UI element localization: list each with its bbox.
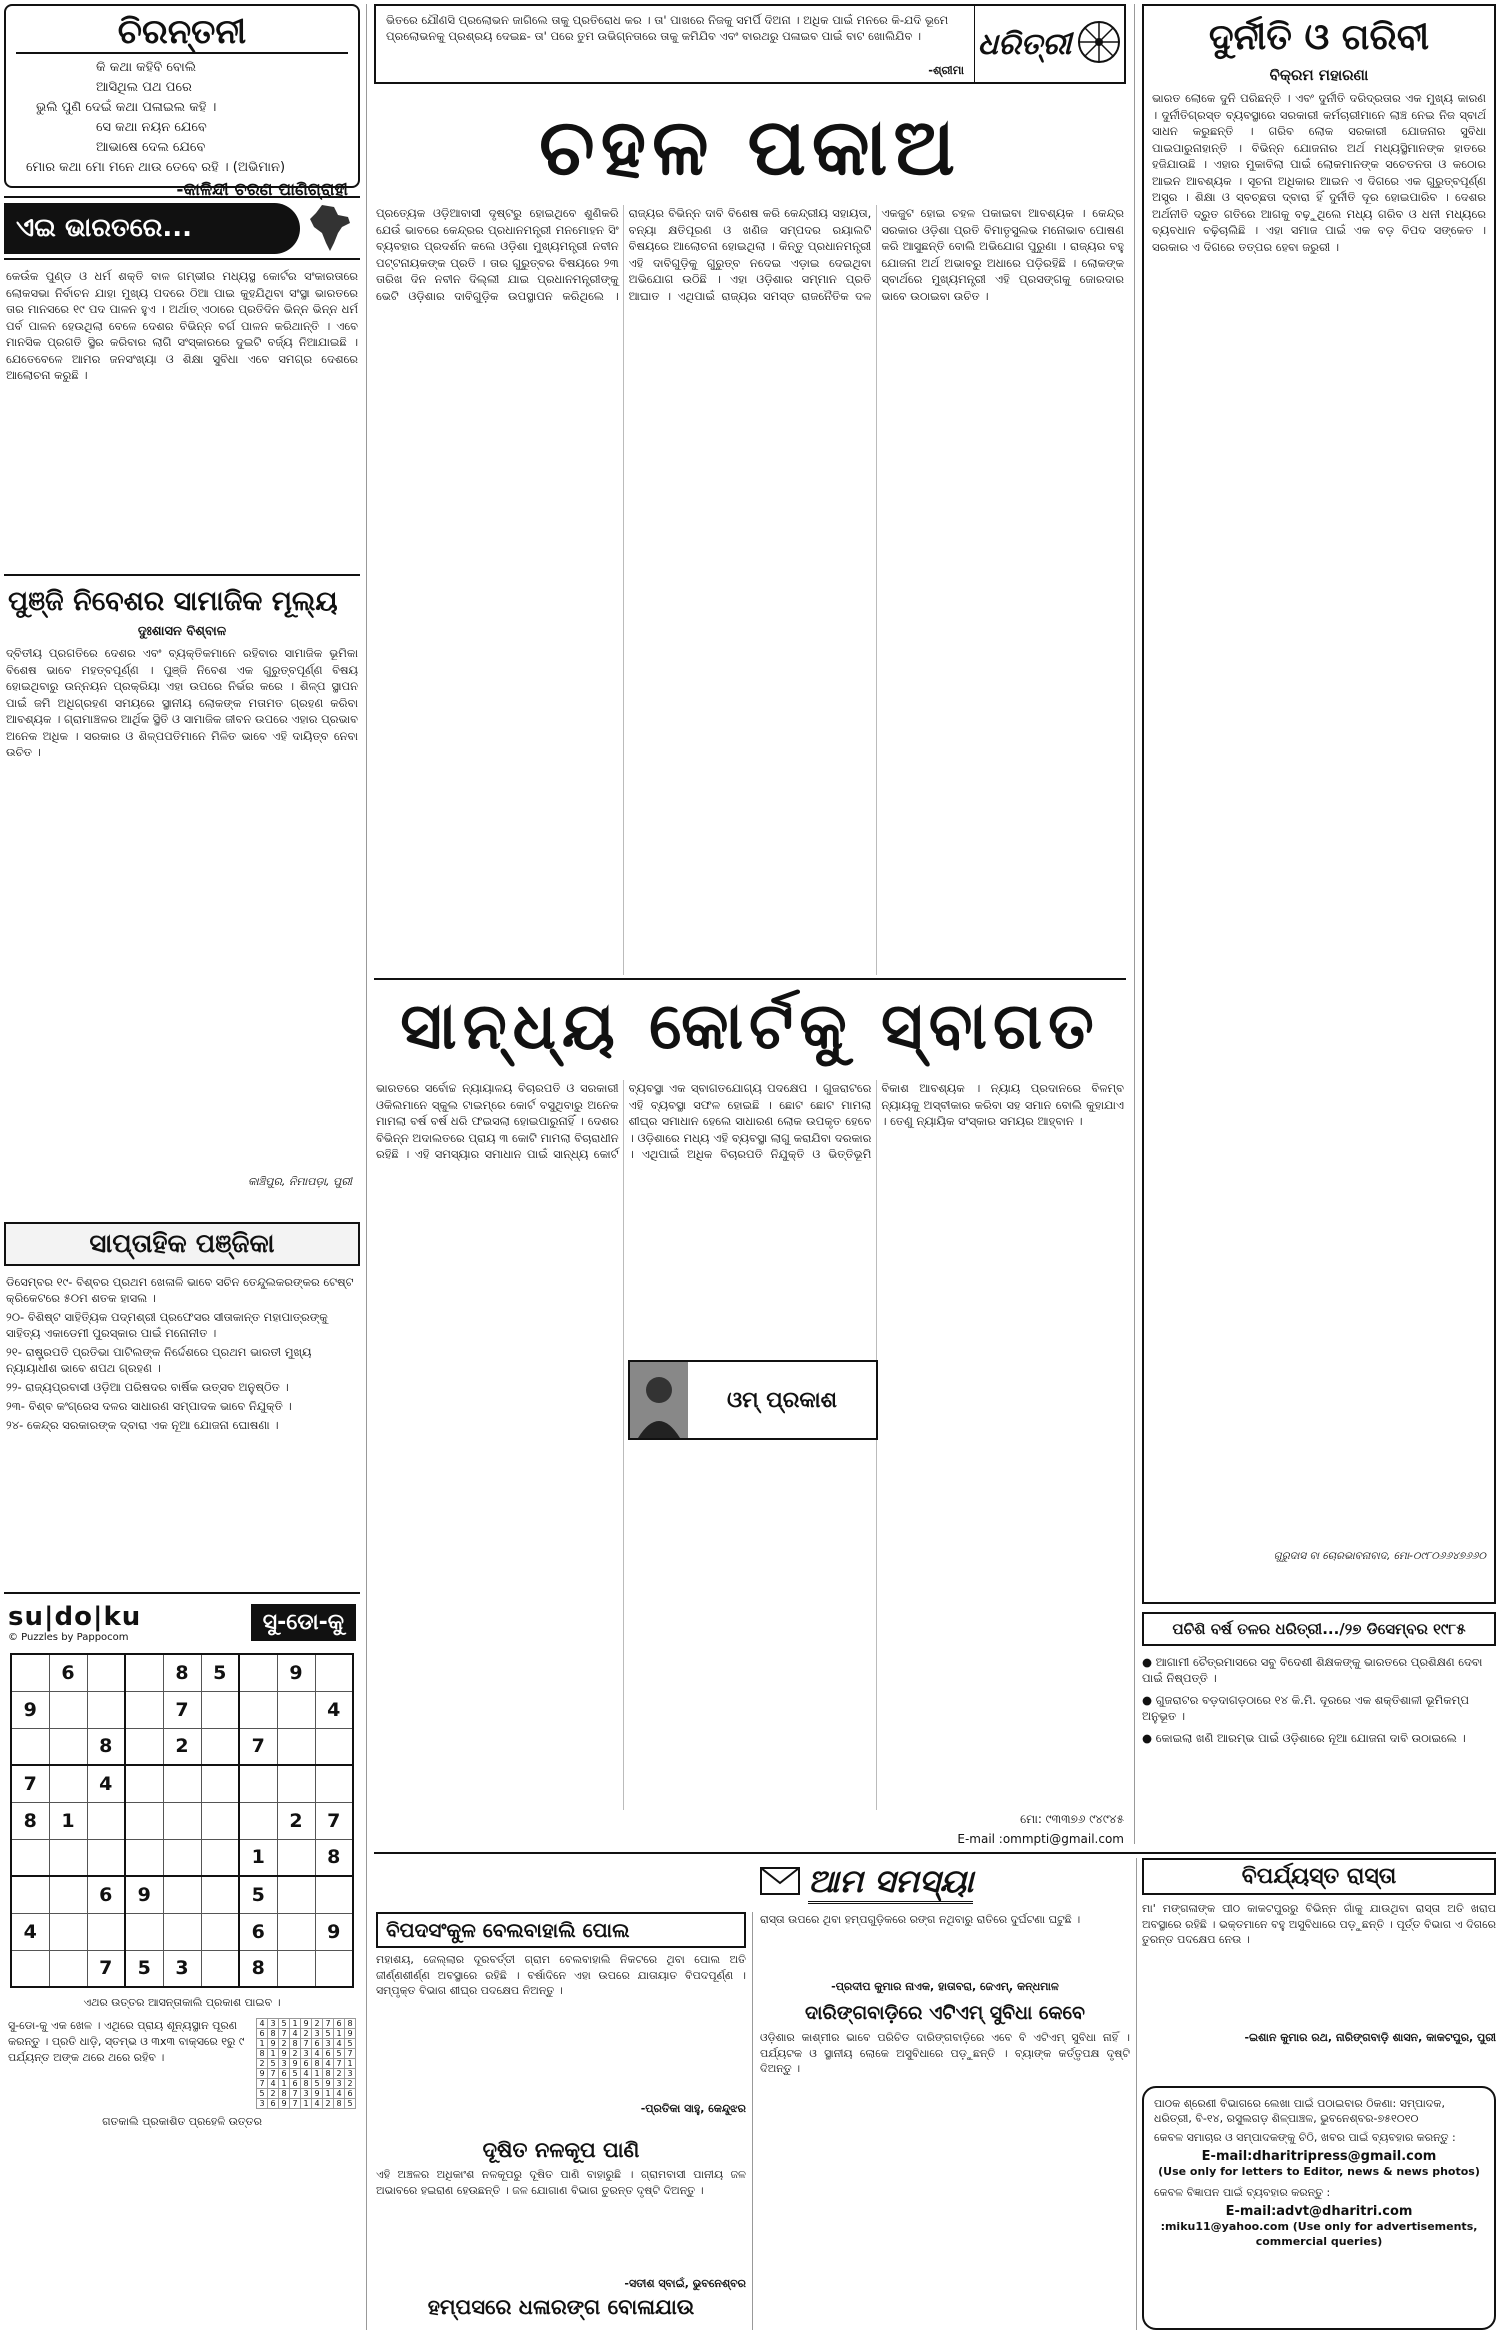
mini-solution-cell: 8 [279,2089,290,2099]
letter-title: ବିପଦସଂକୁଳ ବେଲବାହାଲି ପୋଲ [376,1912,746,1948]
sudoku-cell[interactable] [49,1876,87,1913]
sudoku-mini-solution [256,2018,356,2109]
mini-solution-cell: 5 [334,2049,345,2059]
mini-solution-cell: 5 [345,2039,356,2049]
sudoku-cell[interactable]: 9 [11,1691,49,1728]
sudoku-cell[interactable]: 4 [87,1765,125,1802]
durniti-place: ଗୁରୁଦାସ ବା ଚୋରଭାବନାବାଦ, ମୋ-୦୯୮୦୬୬୪୭୬୬୦ [1273,1550,1486,1562]
chahala-headline: ଚହଳ ପକାଅ [539,103,961,193]
panjika-entry: ୨୪- କେନ୍ଦ୍ର ସରକାରଙ୍କ ଦ୍ବାରା ଏକ ନୂଆ ଯୋଜନା ଘୋଷଣା । [6,1418,279,1432]
mini-solution-cell: 5 [257,2089,268,2099]
sudoku-cell[interactable] [49,1691,87,1728]
mini-solution-cell: 6 [323,2049,334,2059]
mini-solution-cell: 7 [279,2029,290,2039]
sandhya-author-name: ଓମ୍ ପ୍ରକାଶ [726,1387,838,1413]
panjika-entry: ଡିସେମ୍ବର ୧୯- ବିଶ୍ବର ପ୍ରଥମ ଖେଳାଳି ଭାବେ ସଚିନ ତେନ୍ଦୁଲକରଙ୍କର ଟେଷ୍ଟ କ୍ରିକେଟରେ ୫୦ମ ଶତକ ହାସଲ । [6,1275,354,1305]
sudoku-grid[interactable] [10,1653,354,1988]
editor-email[interactable]: E-mail:dharitripress@gmail.com [1201,2149,1437,2164]
sudoku-section [4,1592,360,2330]
mini-solution-cell: 6 [268,2099,279,2109]
sudoku-cell[interactable] [49,1728,87,1765]
letter [376,2138,746,2330]
masthead-quote: ଭିତରେ ଯୌଣସି ପ୍ରଲୋଭନ ଜାଗିଲେ ତାକୁ ପ୍ରତିରୋଧ କର । ତା' ପାଖରେ ନିଜକୁ ସମର୍ପି ଦିଅନା । ଅଧିକ ପାଇଁ ମନରେ କି-ଯଦି ଭୂମେ ପ୍ରଲୋଭନକୁ ପ୍ରଶ୍ରୟ ଦେଇଛ- ତା' ପରେ ତୁମ ଉଭିଗ୍ନତାରେ ତାକୁ କମିଯିବ ଏବଂ ବାରଥରୁ ପଳାଇବ ପାଇଁ ବାଟ ଖୋଲିଯିବ । [386,13,949,43]
sudoku-cell[interactable]: 6 [49,1654,87,1691]
sudoku-cell[interactable] [87,1654,125,1691]
letter [760,1912,1130,2330]
mini-solution-cell: 7 [290,2099,301,2109]
sudoku-cell[interactable]: 8 [239,1950,277,1987]
sudoku-cell[interactable] [239,1691,277,1728]
ei-bharatare-body: କେଉଁକ ପୁଣ୍ଡ ଓ ଧର୍ମ ଶକ୍ତି ବାଳ ଗମ୍ଭୀର ମଧ୍ୟସ୍ଥ କୋର୍ଟର ସଂକାରତାରେ ଲୋକସଭା ନିର୍ବାଚନ ଯାହା ମୁଖ୍ୟ ପଦରେ ଠିଆ ପାଇ କୁହଯିଥିବା ସଂସ୍ଥା ଭାରତରେ ତାର ମାନସରେ ୧୯ ପଦ ପାଳନ ହୁଏ । ଅର୍ଥାତ୍ ଏଠାରେ ପ୍ରତିଦିନ ଭିନ୍ନ ଭିନ୍ନ ଧର୍ମ ପର୍ବ ପାଳନ ହେଉଥିଲା ବେଳେ ଦେଶର ବିଭିନ୍ନ ବର୍ଗ ପାଳନ କରିଥାନ୍ତି । ଏବେ ମାନସିକ ପ୍ରଗତି ସ୍ଥିର କରିବାର ଲାଗି ସଂସ୍କାରରେ ଦୁଇଟି ବର୍ଜ୍ୟ ନିଆଯାଇଛି । ଯେତେବେଳେ ଆମର ଜନସଂଖ୍ୟା ଓ ଶିକ୍ଷା ସୁବିଧା ଏବେ ସମଗ୍ର ଦେଶରେ ଆଲୋଚନା କରୁଛି । [6,269,358,382]
mini-solution-cell: 3 [334,2079,345,2089]
address-line: କେବଳ ସମାଚାର ଓ ସମ୍ପାଦକଙ୍କୁ ଚିଠି, ଖବର ପାଇଁ ବ୍ୟବହାର କରନ୍ତୁ : [1154,2131,1456,2144]
address-line: କେବଳ ବିଜ୍ଞାପନ ପାଇଁ ବ୍ୟବହାର କରନ୍ତୁ : [1154,2186,1331,2199]
mini-solution-cell: 5 [279,2019,290,2029]
mini-solution-cell: 8 [268,2029,279,2039]
sudoku-cell[interactable]: 5 [201,1654,239,1691]
sudoku-cell[interactable] [49,1913,87,1950]
sudoku-cell[interactable] [11,1839,49,1876]
sudoku-brand: su|do|ku [8,1602,142,1632]
address-line: ପାଠକ ଶ୍ରେଣୀ ବିଭାଗରେ ଲେଖା ପାଇଁ ପଠାଇବାର ଠିକଣା: ସମ୍ପାଦକ, ଧରିତ୍ରୀ, ବି-୧୪, ରସୁଲଗଡ଼ ଶିଳ୍ପାଞ୍ଚଳ, ଭୁବନେଶ୍ବର-୭୫୧୦୧୦ [1154,2097,1445,2125]
sudoku-cell[interactable] [125,1654,163,1691]
panjika-title: ସାପ୍ତାହିକ ପଞ୍ଜିକା [4,1222,360,1266]
letter-title: ହମ୍ପସରେ ଧଳାରଙ୍ଗ ବୋଳାଯାଉ [427,2295,695,2319]
sudoku-cell[interactable]: 9 [277,1654,315,1691]
mini-solution-cell: 2 [323,2099,334,2109]
mini-solution-cell: 1 [312,2069,323,2079]
mini-solution-cell: 7 [345,2049,356,2059]
mini-solution-cell: 5 [345,2099,356,2109]
author-photo [630,1362,688,1438]
mini-solution-cell: 2 [279,2039,290,2049]
column-rule [366,4,367,2330]
sudoku-cell[interactable]: 2 [163,1728,201,1765]
sudoku-cell[interactable] [201,1728,239,1765]
poem-line: ମୋର କଥା ମୋ ମନେ ଥାଉ ତେବେ ରହି । (ଅଭିମାନ) [26,160,286,175]
chahala-body: ପ୍ରତ୍ୟେକ ଓଡ଼ିଆବାସୀ ଦୃଷ୍ଟରୁ ହୋଇଥିବେ ଶୁଣିକରି ଯେଉଁ ଭାବରେ କେନ୍ଦ୍ରର ପ୍ରଧାନମନ୍ତ୍ରୀ ମନମୋହନ ସିଂ ବ୍ୟବହାର ପ୍ରଦର୍ଶନ କଲେ ଓଡ଼ିଶା ମୁଖ୍ୟମନ୍ତ୍ରୀ ନବୀନ ପଟ୍ଟନାୟକଙ୍କ ପ୍ରତି । ତାର ଗୁରୁତ୍ବର ବିଷୟରେ ୨୩ ତାରିଖ ଦିନ ନବୀନ ଦିଲ୍ଲୀ ଯାଇ ପ୍ରଧାନମନ୍ତ୍ରୀଙ୍କୁ ଭେଟି ଓଡ଼ିଶାର ଦାବିଗୁଡ଼ିକ ଉପସ୍ଥାପନ କରିଥିଲେ । ରାଜ୍ୟର ବିଭିନ୍ନ ଦାବି ବିଶେଷ କରି କେନ୍ଦ୍ରୀୟ ସହାୟତା, ବନ୍ୟା କ୍ଷତିପୂରଣ ଓ ଖଣିଜ ସମ୍ପଦର ରୟାଲଟି ବିଷୟରେ ଆଲୋଚନା ହୋଇଥିଲା । କିନ୍ତୁ ପ୍ରଧାନମନ୍ତ୍ରୀ ଏହି ଦାବିଗୁଡ଼ିକୁ ଗୁରୁତ୍ବ ନଦେଇ ଏଡ଼ାଇ ଦେଇଥିବା ଅଭିଯୋଗ ଉଠିଛି । ଏହା ଓଡ଼ିଶାର ସମ୍ମାନ ପ୍ରତି ଆଘାତ । ଏଥିପାଇଁ ରାଜ୍ୟର ସମସ୍ତ ରାଜନୈତିକ ଦଳ ଏକଜୁଟ ହୋଇ ଚହଳ ପକାଇବା ଆବଶ୍ୟକ । କେନ୍ଦ୍ର ସରକାର ଓଡ଼ିଶା ପ୍ରତି ବିମାତୃସୁଲଭ ମନୋଭାବ ପୋଷଣ କରି ଆସୁଛନ୍ତି ବୋଲି ଅଭିଯୋଗ ପୁରୁଣା । ରାଜ୍ୟର ବହୁ ଯୋଜନା ଅର୍ଥ ଅଭାବରୁ ଅଧାରେ ପଡ଼ିରହିଛି । ଲୋକଙ୍କ ସ୍ବାର୍ଥରେ ମୁଖ୍ୟମନ୍ତ୍ରୀ ଏହି ପ୍ରସଙ୍ଗକୁ ଜୋରଦାର ଭାବେ ଉଠାଇବା ଉଚିତ । [376,206,1124,303]
sudoku-cell[interactable] [163,1913,201,1950]
pachisi-item: ● ଆଗାମୀ ଚୈତ୍ରମାସରେ ସବୁ ବିଦେଶୀ ଶିକ୍ଷକଙ୍କୁ ଭାରତରେ ପ୍ରଶିକ୍ଷଣ ଦେବା ପାଇଁ ନିଷ୍ପତ୍ତି । [1142,1655,1483,1685]
sudoku-cell[interactable] [49,1765,87,1802]
durniti-body: ଭାରତ ଲୋକେ ଦୁନି ପରିଛନ୍ତି । ଏବଂ ଦୁର୍ନୀତି ଦରିଦ୍ରତାର ଏକ ମୁଖ୍ୟ କାରଣ । ଦୁର୍ନୀତିଗ୍ରସ୍ତ ବ୍ୟବସ୍ଥାରେ ସରକାରୀ କର୍ମଚାରୀମାନେ ଲାଞ୍ଚ ନେଇ ନିଜ ସ୍ବାର୍ଥ ସାଧନ କରୁଛନ୍ତି । ଗରିବ ଲୋକ ସରକାରୀ ଯୋଜନାର ସୁବିଧା ପାଇପାରୁନାହାନ୍ତି । ବିଭିନ୍ନ ଯୋଜନାର ଅର୍ଥ ମଧ୍ୟସ୍ଥିମାନଙ୍କ ହାତରେ ହଜିଯାଉଛି । ଏହାର ମୁକାବିଲା ପାଇଁ ଲୋକମାନଙ୍କ ସଚେତନତା ଓ କଠୋର ଆଇନ ଆବଶ୍ୟକ । ସୂଚନା ଅଧିକାର ଆଇନ ଏ ଦିଗରେ ଏକ ଗୁରୁତ୍ବପୂର୍ଣ୍ଣ ଅସ୍ତ୍ର । ଶିକ୍ଷା ଓ ସ୍ବଚ୍ଛତା ଦ୍ବାରା ହିଁ ଦୁର୍ନୀତି ଦୂର ହୋଇପାରିବ । ଦେଶର ଅର୍ଥନୀତି ଦ୍ରୁତ ଗତିରେ ଆଗକୁ ବଢ଼ୁଥିଲେ ମଧ୍ୟ ଗରିବ ଓ ଧନୀ ମଧ୍ୟରେ ବ୍ୟବଧାନ ବଢ଼ିଚାଲିଛି । ଏହା ସମାଜ ପାଇଁ ଏକ ବଡ଼ ବିପଦ ସଙ୍କେତ । ସରକାର ଏ ଦିଗରେ ତତ୍ପର ହେବା ଜରୁରୀ । [1152,91,1486,254]
sudoku-cell[interactable]: 9 [125,1876,163,1913]
sudoku-cell[interactable]: 7 [315,1802,353,1839]
sudoku-cell[interactable] [315,1765,353,1802]
mini-solution-cell: 6 [257,2029,268,2039]
mini-solution-cell: 7 [257,2079,268,2089]
sudoku-cell[interactable]: 3 [163,1950,201,1987]
sudoku-cell[interactable] [125,1913,163,1950]
letter-body: ଏହି ଅଞ୍ଚଳର ଅଧିକାଂଶ ନଳକୂପରୁ ଦୂଷିତ ପାଣି ବାହାରୁଛି । ଗ୍ରାମବାସୀ ପାନୀୟ ଜଳ ଅଭାବରେ ହଇରାଣ ହେଉଛନ୍ତି । ଜଳ ଯୋଗାଣ ବିଭାଗ ତୁରନ୍ତ ଦୃଷ୍ଟି ଦିଅନ୍ତୁ । [376,2168,746,2197]
letter-body: ମା' ମଙ୍ଗଳାଙ୍କ ପୀଠ କାକଟପୁରରୁ ବିଭିନ୍ନ ଗାଁକୁ ଯାଉଥିବା ରାସ୍ତା ଅତି ଖରାପ ଅବସ୍ଥାରେ ରହିଛି । ଭକ୍ତମାନେ ବହୁ ଅସୁବିଧାରେ ପଡ଼ୁଛନ୍ତି । ପୂର୍ତ୍ତ ବିଭାଗ ଏ ଦିଗରେ ତୁରନ୍ତ ପଦକ୍ଷେପ ନେଉ । [1142,1902,1496,1946]
mini-solution-cell: 1 [257,2039,268,2049]
sudoku-cell[interactable]: 4 [11,1913,49,1950]
masthead [374,4,1126,84]
mini-solution-cell: 9 [301,2019,312,2029]
mini-solution-cell: 3 [268,2019,279,2029]
poem-line: କି କଥା କହିବି ବୋଲି [96,60,197,75]
sudoku-answer-note: ଏଥର ଉତ୍ତର ଆସନ୍ତାକାଲି ପ୍ରକାଶ ପାଇବ । [83,1996,281,2009]
letter [1142,1858,1496,2078]
sudoku-cell[interactable] [277,1691,315,1728]
panjika-entry: ୨୦- ବିଶିଷ୍ଟ ସାହିତ୍ୟିକ ପଦ୍ମଶ୍ରୀ ପ୍ରଫେସର ସୀତାକାନ୍ତ ମହାପାତ୍ରଙ୍କୁ ସାହିତ୍ୟ ଏକାଡେମୀ ପୁରସ୍କାର ପାଇଁ ମନୋନୀତ । [6,1310,328,1340]
sudoku-cell[interactable]: 8 [163,1654,201,1691]
durniti-box [1142,4,1496,1604]
sudoku-cell[interactable]: 7 [87,1950,125,1987]
letter-body: ଓଡ଼ିଶାର କାଶ୍ମୀର ଭାବେ ପରିଚିତ ଦାରିଙ୍ଗବାଡ଼ିରେ ଏବେ ବି ଏଟିଏମ୍ ସୁବିଧା ନାହିଁ । ପର୍ଯ୍ୟଟକ ଓ ସ୍ଥାନୀୟ ଲୋକେ ଅସୁବିଧାରେ ପଡ଼ୁଛନ୍ତି । ବ୍ୟାଙ୍କ କର୍ତ୍ତୃପକ୍ଷ ଦୃଷ୍ଟି ଦିଅନ୍ତୁ । [760,2031,1130,2075]
sudoku-cell[interactable] [315,1728,353,1765]
sudoku-cell[interactable] [201,1802,239,1839]
sudoku-cell[interactable]: 7 [239,1728,277,1765]
mini-solution-cell: 1 [268,2049,279,2059]
sudoku-cell[interactable] [277,1728,315,1765]
panjika-entry: ୨୩- ବିଶ୍ବ କଂଗ୍ରେସ ଦଳର ସାଧାରଣ ସମ୍ପାଦକ ଭାବେ ନିଯୁକ୍ତି । [6,1399,292,1413]
sudoku-cell[interactable] [239,1802,277,1839]
sudoku-cell[interactable]: 7 [163,1691,201,1728]
mini-solution-cell: 9 [290,2059,301,2069]
sudoku-title: ସୁ-ଡୋ-କୁ [251,1604,356,1641]
mini-solution-cell: 7 [301,2039,312,2049]
letter-title: ବିପର୍ଯ୍ୟସ୍ତ ରାସ୍ତା [1142,1858,1496,1895]
sudoku-cell[interactable] [201,1913,239,1950]
sudoku-cell[interactable]: 6 [239,1913,277,1950]
mini-solution-cell: 9 [257,2069,268,2079]
advt-email-alt[interactable]: :miku11@yahoo.com (Use only for advertisements, commercial queries) [1160,2220,1478,2248]
sudoku-cell[interactable] [201,1765,239,1802]
letter-body-continued: ରାସ୍ତା ଉପରେ ଥିବା ହମ୍ପଗୁଡ଼ିକରେ ରଙ୍ଗ ନଥିବାରୁ ରାତିରେ ଦୁର୍ଘଟଣା ଘଟୁଛି । [760,1913,1081,1926]
sudoku-cell[interactable] [163,1876,201,1913]
mini-solution-cell: 6 [290,2079,301,2089]
punji-title: ପୁଞ୍ଜି ନିବେଶର ସାମାଜିକ ମୂଲ୍ୟ [8,586,338,617]
mini-solution-cell: 9 [268,2039,279,2049]
envelope-icon [760,1867,800,1899]
sudoku-cell[interactable] [315,1876,353,1913]
mini-solution-cell: 2 [268,2089,279,2099]
sudoku-cell[interactable] [201,1950,239,1987]
sudoku-cell[interactable] [87,1802,125,1839]
mini-solution-cell: 7 [334,2059,345,2069]
sudoku-cell[interactable] [87,1913,125,1950]
sudoku-cell[interactable] [315,1654,353,1691]
mini-solution-cell: 2 [290,2049,301,2059]
mini-solution-cell: 5 [290,2069,301,2079]
mini-solution-cell: 1 [290,2019,301,2029]
chirantani-title: ଚିରନ୍ତନୀ [16,12,348,54]
advt-email[interactable]: E-mail:advt@dharitri.com [1225,2204,1413,2219]
address-box [1142,2086,1496,2330]
sandhya-body: ଭାରତରେ ସର୍ବୋଚ୍ଚ ନ୍ୟାୟାଳୟ ବିଚାରପତି ଓ ସରକାରୀ ଓକିଲମାନେ ସ୍କୁଲ ଟାଇମ୍ରେ କୋର୍ଟ ବସୁଥିବାରୁ ଅନେକ ମାମଲା ବର୍ଷ ବର୍ଷ ଧରି ଫଇସଲା ହୋଇପାରୁନାହିଁ । ଦେଶର ବିଭିନ୍ନ ଅଦାଲତରେ ପ୍ରାୟ ୩ କୋଟି ମାମଲା ବିଚାରାଧୀନ ରହିଛି । ଏହି ସମସ୍ୟାର ସମାଧାନ ପାଇଁ ସାନ୍ଧ୍ୟ କୋର୍ଟ ବ୍ୟବସ୍ଥା ଏକ ସ୍ବାଗତଯୋଗ୍ୟ ପଦକ୍ଷେପ । ଗୁଜରାଟରେ ଏହି ବ୍ୟବସ୍ଥା ସଫଳ ହୋଇଛି । ଛୋଟ ଛୋଟ ମାମଲା ଶୀଘ୍ର ସମାଧାନ ହେଲେ ସାଧାରଣ ଲୋକ ଉପକୃତ ହେବେ । ଓଡ଼ିଶାରେ ମଧ୍ୟ ଏହି ବ୍ୟବସ୍ଥା ଲାଗୁ କରାଯିବା ଦରକାର । ଏଥିପାଇଁ ଅଧିକ ବିଚାରପତି ନିଯୁକ୍ତି ଓ ଭିତ୍ତିଭୂମି ବିକାଶ ଆବଶ୍ୟକ । ନ୍ୟାୟ ପ୍ରଦାନରେ ବିଳମ୍ବ ନ୍ୟାୟକୁ ଅସ୍ବୀକାର କରିବା ସହ ସମାନ ବୋଲି କୁହାଯାଏ । ତେଣୁ ନ୍ୟାୟିକ ସଂସ୍କାର ସମୟର ଆହ୍ବାନ । [376,1081,1124,1161]
punji-section [4,574,360,1214]
sudoku-cell[interactable]: 1 [239,1839,277,1876]
sandhya-email: E-mail :ommpti@gmail.com [957,1832,1124,1846]
mini-solution-cell: 8 [290,2039,301,2049]
mini-solution-cell: 6 [334,2019,345,2029]
letter-sign: -ସତୀଶ ସ୍ବାଇଁ, ଭୁବନେଶ୍ବର [624,2277,746,2290]
mini-solution-cell: 3 [323,2039,334,2049]
sudoku-cell[interactable] [11,1950,49,1987]
sudoku-cell[interactable] [49,1839,87,1876]
section-rule [374,1852,1496,1854]
sudoku-cell[interactable] [239,1765,277,1802]
durniti-headline: ଦୁର୍ନୀତି ଓ ଗରିବୀ [1208,17,1430,58]
india-map-icon [300,200,360,256]
poem-line: ଆସିଥିଲ ପଥ ପରେ [96,80,192,95]
poem-line: ଭୁଲି ପୁଣି ଦେଇଁ କଥା ପଳାଇଲ କହି । [36,100,217,115]
sudoku-cell[interactable]: 8 [87,1728,125,1765]
mini-solution-cell: 8 [312,2059,323,2069]
mini-solution-cell: 1 [345,2059,356,2069]
chirantani-poet: -କାଳିନ୍ଦୀ ଚରଣ ପାଣିଗ୍ରାହୀ [176,180,348,200]
sudoku-cell[interactable] [87,1839,125,1876]
sudoku-cell[interactable] [201,1876,239,1913]
mini-solution-cell: 4 [312,2049,323,2059]
sudoku-cell[interactable] [125,1839,163,1876]
sudoku-cell[interactable] [163,1839,201,1876]
sudoku-cell[interactable] [277,1913,315,1950]
punji-place: କାଞ୍ଚିପୁର, ନିମାପଡ଼ା, ପୁରୀ [248,1175,352,1188]
sudoku-cell[interactable]: 8 [315,1839,353,1876]
pachisi-item: ● ଗୁଜରାଟର ବଡ଼ଦାଗଡ଼ଠାରେ ୧୪ କି.ମି. ଦୂରରେ ଏକ ଶକ୍ତିଶାଳୀ ଭୂମିକମ୍ପ ଅନୁଭୂତ । [1142,1693,1469,1723]
mini-solution-cell: 2 [257,2059,268,2069]
letter-title: ଦୂଷିତ ନଳକୂପ ପାଣି [482,2138,640,2162]
poem-line: ସେ କଥା ନୟନ ଯେବେ [96,120,207,135]
mini-solution-cell: 9 [323,2079,334,2089]
mini-solution-cell: 9 [312,2089,323,2099]
letter-title: ଦାରିଙ୍ଗବାଡ଼ିରେ ଏଟିଏମ୍ ସୁବିଧା କେବେ [805,2002,1085,2024]
mini-solution-cell: 8 [257,2049,268,2059]
pachisi-section [1142,1612,1496,1844]
mini-solution-cell: 2 [312,2019,323,2029]
sandhya-contact: ମୋ: ୯୩୩୭୬ ୯୪୯୪୫ [1020,1812,1124,1826]
mini-solution-cell: 9 [279,2049,290,2059]
sudoku-cell[interactable]: 1 [49,1802,87,1839]
mini-solution-cell: 9 [345,2029,356,2039]
mini-solution-cell: 4 [268,2079,279,2089]
sudoku-cell[interactable] [163,1802,201,1839]
mini-solution-cell: 4 [323,2059,334,2069]
mini-solution-cell: 4 [301,2069,312,2079]
mini-solution-cell: 3 [312,2029,323,2039]
sudoku-cell[interactable] [49,1950,87,1987]
column-rule [1134,4,1135,1844]
letter-body: ମହାଶୟ, ଜେଲ୍ଲାର ଦୂରବର୍ତ୍ତୀ ଗ୍ରାମ ବେଲବାହାଲି ନିକଟରେ ଥିବା ପୋଲ ଅତି ଜୀର୍ଣ୍ଣଶୀର୍ଣ୍ଣ ଅବସ୍ଥାରେ ରହିଛି । ବର୍ଷାଦିନେ ଏହା ଉପରେ ଯାତାୟାତ ବିପଦପୂର୍ଣ୍ଣ । ସମ୍ପୃକ୍ତ ବିଭାଗ ଶୀଘ୍ର ପଦକ୍ଷେପ ନିଅନ୍ତୁ । [376,1953,746,1997]
ei-bharatare-title: ଏଇ ଭାରତରେ... [4,203,300,254]
sudoku-cell[interactable] [11,1654,49,1691]
wheel-icon [1077,20,1121,68]
mini-solution-cell: 4 [334,2089,345,2099]
editor-email-note: (Use only for letters to Editor, news & news photos) [1158,2165,1480,2178]
mini-solution-cell: 2 [301,2029,312,2039]
mini-solution-cell: 6 [301,2059,312,2069]
mini-solution-cell: 6 [345,2089,356,2099]
sudoku-cell[interactable] [201,1691,239,1728]
mini-solution-cell: 4 [257,2019,268,2029]
ei-bharatare-header [4,196,360,260]
letter-sign: -ପ୍ରତିକା ସାହୁ, କେନ୍ଦୁଝର [640,2102,746,2115]
sudoku-cell[interactable] [315,1950,353,1987]
mini-solution-cell: 7 [323,2019,334,2029]
panjika-entry: ୨୧- ରାଷ୍ଟ୍ରପତି ପ୍ରତିଭା ପାଟିଲଙ୍କ ନିର୍ଦ୍ଦେଶରେ ପ୍ରଥମ ଭାରତୀ ମୁଖ୍ୟ ନ୍ୟାୟାଧୀଶ ଭାବେ ଶପଥ ଗ୍ରହଣ । [6,1345,312,1375]
mini-solution-cell: 1 [334,2029,345,2039]
panjika-entry: ୨୨- ରାଜ୍ୟପ୍ରବାସୀ ଓଡ଼ିଆ ପରିଷଦର ବାର୍ଷିକ ଉତ୍ସବ ଅନୁଷ୍ଠିତ । [6,1380,289,1394]
ama-samasya-title: ଆମ ସମସ୍ୟା [808,1862,973,1904]
mini-solution-cell: 3 [345,2069,356,2079]
punji-body: ଦ୍ବିତୀୟ ପ୍ରଗତିରେ ଦେଶର ଏବଂ ବ୍ୟକ୍ତିକମାନେ ରହିବାର ସାମାଜିକ ଭୂମିକା ବିଶେଷ ଭାବେ ମହତ୍ବପୂର୍ଣ୍ଣ । ପୁଞ୍ଜି ନିବେଶ ଏକ ଗୁରୁତ୍ବପୂର୍ଣ୍ଣ ବିଷୟ ହୋଇଥିବାରୁ ଉନ୍ନୟନ ପ୍ରକ୍ରିୟା ଏହା ଉପରେ ନିର୍ଭର କରେ । ଶିଳ୍ପ ସ୍ଥାପନ ପାଇଁ ଜମି ଅଧିଗ୍ରହଣ ସମୟରେ ସ୍ଥାନୀୟ ଲୋକଙ୍କ ମତାମତ ଗ୍ରହଣ କରିବା ଆବଶ୍ୟକ । ଗ୍ରାମାଞ୍ଚଳର ଆର୍ଥିକ ସ୍ଥିତି ଓ ସାମାଜିକ ଜୀବନ ଉପରେ ଏହାର ପ୍ରଭାବ ଅନେକ ଅଧିକ । ସରକାର ଓ ଶିଳ୍ପପତିମାନେ ମିଳିତ ଭାବେ ଏହି ଦାୟିତ୍ବ ନେବା ଉଚିତ । [6,646,358,759]
sudoku-cell[interactable] [125,1802,163,1839]
durniti-author: ବିକ୍ରମ ମହାରଣା [1269,66,1369,84]
mini-solution-cell: 8 [301,2079,312,2089]
punji-author: ଦୁଃଶାସନ ବିଶ୍ବାଳ [137,624,227,639]
sudoku-cell[interactable]: 6 [87,1876,125,1913]
mini-solution-cell: 1 [301,2099,312,2109]
dharitri-logo: ଧରିତ୍ରୀ [977,26,1072,62]
column-rule [752,1912,753,2330]
mini-solution-cell: 3 [257,2099,268,2109]
letter-sign: -ଇଶାନ କୁମାର ରଥ, ନାରିଙ୍ଗବାଡ଼ି ଶାସନ, କାକଟପୁର, ପୁରୀ [1244,2031,1496,2044]
sudoku-cell[interactable] [277,1839,315,1876]
sudoku-cell[interactable] [125,1728,163,1765]
sudoku-cell[interactable] [163,1765,201,1802]
mini-solution-cell: 6 [312,2039,323,2049]
masthead-quote-author: -ଶ୍ରୀମା [928,63,964,77]
mini-solution-cell: 4 [290,2029,301,2039]
letter [376,1912,746,2132]
sudoku-cell[interactable] [277,1765,315,1802]
mini-solution-cell: 7 [268,2069,279,2079]
ama-samasya-header [760,1858,1120,1908]
mini-solution-cell: 6 [279,2069,290,2079]
sudoku-cell[interactable] [239,1654,277,1691]
mini-solution-cell: 8 [323,2069,334,2079]
mini-solution-cell: 4 [334,2039,345,2049]
sudoku-cell[interactable]: 8 [11,1802,49,1839]
mini-solution-cell: 9 [279,2099,290,2109]
sudoku-cell[interactable] [87,1691,125,1728]
panjika-section [4,1222,360,1584]
sudoku-cell[interactable]: 7 [11,1765,49,1802]
mini-solution-cell: 5 [268,2059,279,2069]
sudoku-credit: © Puzzles by Pappocom [8,1632,129,1643]
pachisi-title: ପଚିଶି ବର୍ଷ ତଳର ଧରିତ୍ରୀ.../୨୭ ଡିସେମ୍ବର ୧୯୮୫ [1142,1612,1496,1646]
mini-solution-cell: 8 [334,2099,345,2109]
mini-solution-cell: 3 [301,2089,312,2099]
sudoku-cell[interactable]: 5 [125,1950,163,1987]
sudoku-cell[interactable] [11,1728,49,1765]
sudoku-cell[interactable] [201,1839,239,1876]
mini-solution-cell: 1 [323,2089,334,2099]
mini-solution-cell: 1 [279,2079,290,2089]
sandhya-headline: ସାନ୍ଧ୍ୟ କୋର୍ଟକୁ ସ୍ବାଗତ [400,990,1100,1064]
pachisi-item: ● କୋଇଲା ଖଣି ଆରମ୍ଭ ପାଇଁ ଓଡ଼ିଶାରେ ନୂଆ ଯୋଜନା ଦାବି ଉଠାଇଲେ । [1142,1731,1466,1745]
sudoku-cell[interactable] [125,1765,163,1802]
column-rule [1136,1858,1137,2330]
mini-solution-cell: 7 [290,2089,301,2099]
mini-solution-cell: 5 [312,2079,323,2089]
sudoku-cell[interactable] [125,1691,163,1728]
mini-solution-cell: 2 [334,2069,345,2079]
mini-solution-cell: 3 [279,2059,290,2069]
mini-solution-cell: 2 [345,2079,356,2089]
letter-sign: -ପ୍ରଦୀପ କୁମାର ନାଏକ, ହାତାବରା, ଜେଏମ୍, କନ୍ଧମାଳ [831,1980,1059,1993]
sandhya-author-box [628,1360,878,1440]
sudoku-rules: ସୁ-ଡୋ-କୁ ଏକ ଖେଳ । ଏଥିରେ ପ୍ରାୟ ଶୂନ୍ୟସ୍ଥାନ ପୂରଣ କରନ୍ତୁ । ପ୍ରତି ଧାଡ଼ି, ସ୍ତମ୍ଭ ଓ ୩x୩ ବାକ୍ସରେ ୧ରୁ ୯ ପର୍ଯ୍ୟନ୍ତ ଅଙ୍କ ଥରେ ଥରେ ରହିବ । [8,2019,245,2064]
chirantani-box [4,4,360,200]
poem-line: ଆଭାଷେ ଦେଲ ଯେବେ [96,140,206,155]
sudoku-cell[interactable]: 2 [277,1802,315,1839]
sudoku-cell[interactable]: 4 [315,1691,353,1728]
sudoku-footer: ଗତକାଲି ପ୍ରକାଶିତ ପ୍ରହେଳି ଉତ୍ତର [102,2115,262,2128]
sudoku-cell[interactable] [277,1876,315,1913]
sudoku-cell[interactable] [277,1950,315,1987]
mini-solution-cell: 4 [312,2099,323,2109]
sudoku-cell[interactable]: 9 [315,1913,353,1950]
sudoku-cell[interactable] [11,1876,49,1913]
mini-solution-cell: 8 [345,2019,356,2029]
mini-solution-cell: 3 [301,2049,312,2059]
mini-solution-cell: 5 [323,2029,334,2039]
sudoku-cell[interactable]: 5 [239,1876,277,1913]
